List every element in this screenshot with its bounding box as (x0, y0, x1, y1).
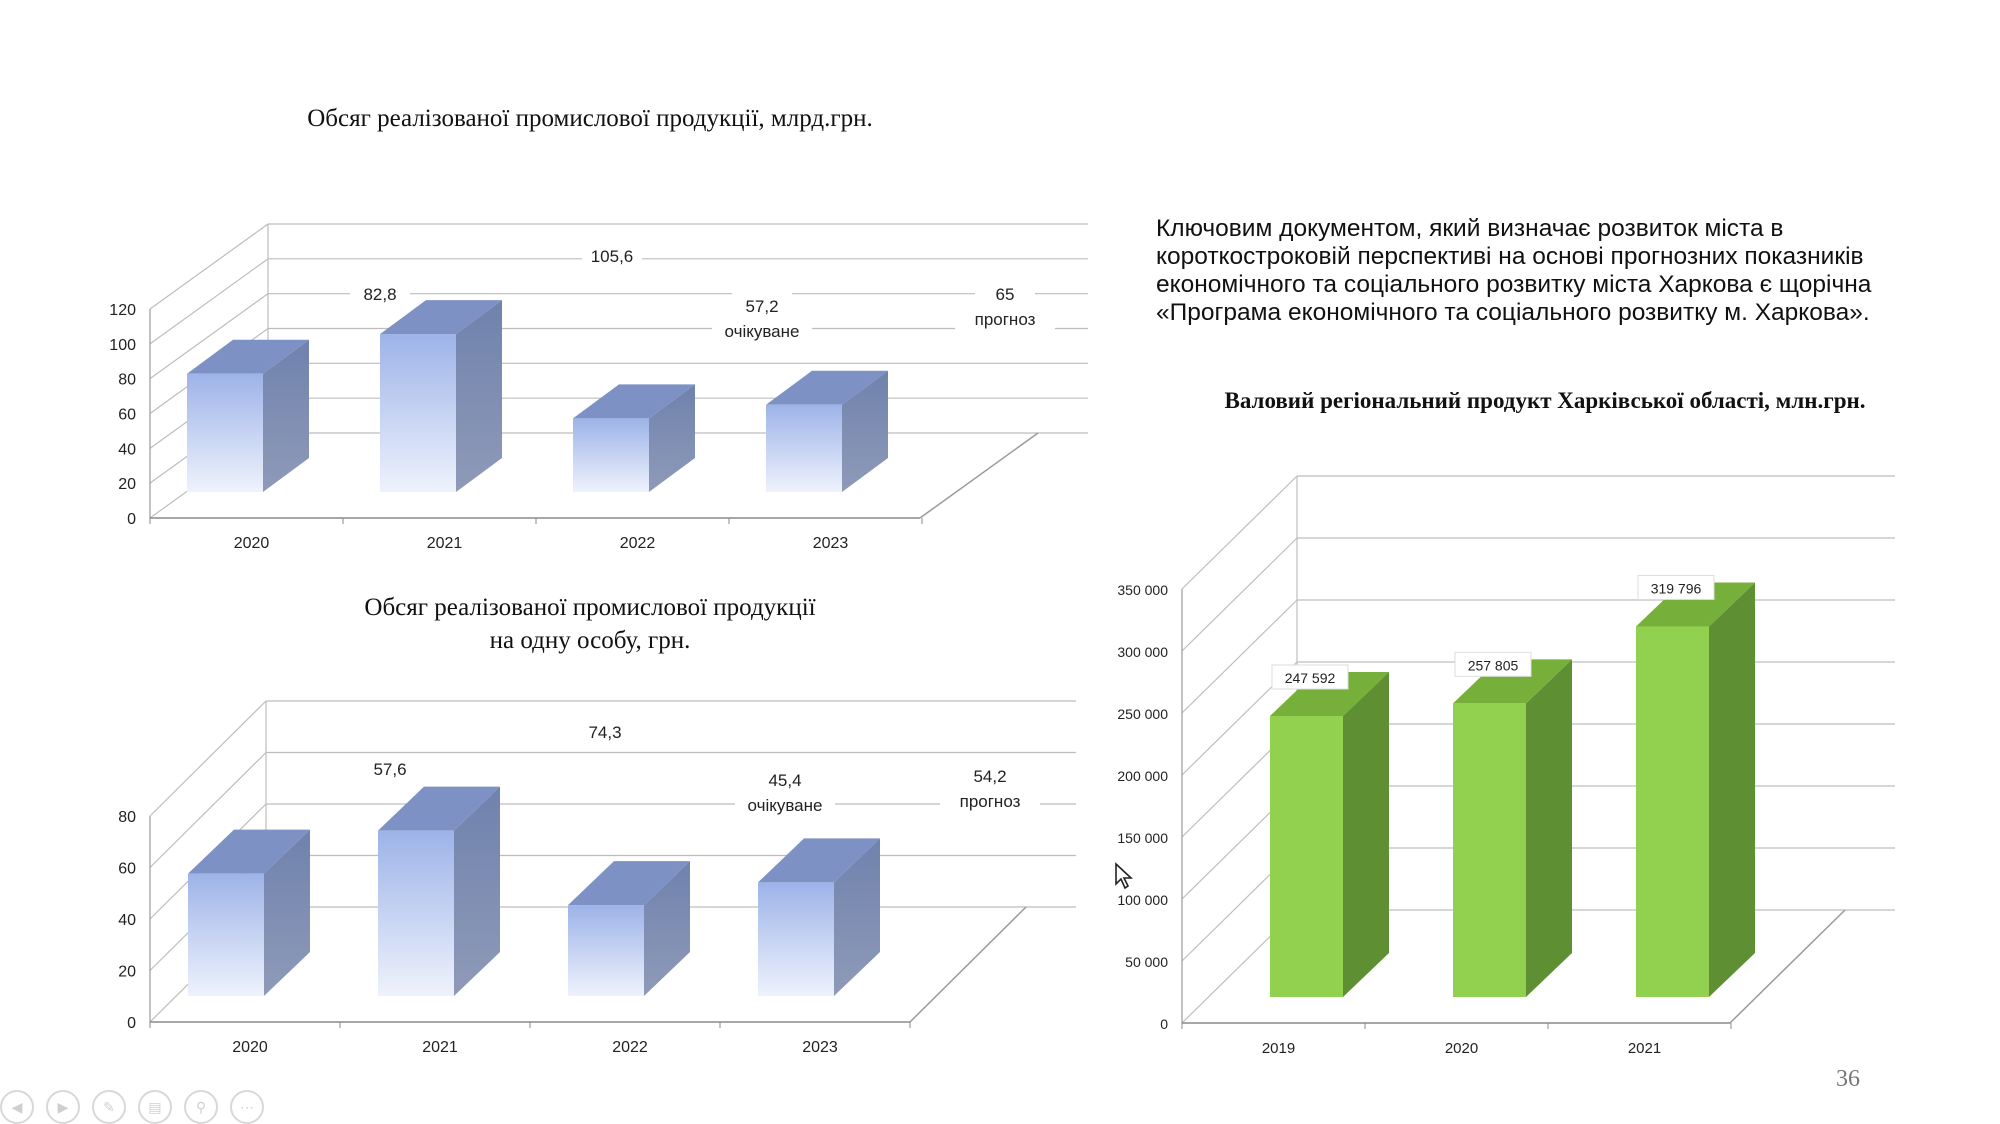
data-label: 57,6 (373, 760, 407, 779)
y-tick-label: 120 (109, 302, 136, 319)
description-paragraph: Ключовим документом, який визначає розвиток міста в короткостроковій перспективі на основі прогнозних показників економічного та соціального розвитку міста Харкова є щорічна «Програма економічного та соціального розвитку м. Харкова». (1156, 215, 1872, 326)
more-icon[interactable]: ⋯ (230, 1090, 264, 1124)
data-note: очікуване (747, 796, 823, 815)
y-tick-label: 350 000 (1117, 582, 1168, 598)
side-gridline (1182, 600, 1297, 713)
x-tick-label: 2021 (426, 535, 463, 552)
bar (573, 418, 649, 492)
floor-edge (920, 433, 1038, 518)
slides-icon[interactable]: ▤ (138, 1090, 172, 1124)
bar (766, 405, 842, 492)
bar (1636, 626, 1709, 997)
y-tick-label: 60 (118, 406, 136, 424)
y-tick-label: 60 (118, 860, 136, 878)
side-gridline (150, 259, 268, 344)
bar (568, 905, 644, 996)
data-note: прогноз (974, 310, 1036, 329)
side-gridline (150, 701, 266, 816)
x-tick-label: 2022 (612, 1039, 648, 1056)
bar (758, 882, 834, 996)
y-tick-label: 20 (118, 476, 136, 494)
floor-edge (910, 907, 1026, 1022)
x-tick-label: 2020 (233, 535, 270, 552)
x-tick-label: 2022 (619, 535, 656, 552)
y-tick-label: 0 (127, 1015, 136, 1032)
data-label: 247 592 (1284, 669, 1336, 686)
play-icon[interactable]: ▶ (46, 1090, 80, 1124)
y-tick-label: 100 000 (1117, 892, 1168, 908)
chart3-title: Валовий регіональний продукт Харківської області, млн.грн. (1224, 388, 1866, 413)
data-note: прогноз (959, 792, 1021, 811)
y-tick-label: 40 (118, 912, 136, 929)
data-label: 257 805 (1467, 657, 1519, 674)
bar (188, 874, 264, 996)
y-tick-label: 150 000 (1117, 830, 1168, 846)
chart1 (109, 224, 1088, 552)
y-tick-label: 100 (109, 336, 136, 354)
y-tick-label: 20 (118, 963, 136, 981)
chart2-title-line1: Обсяг реалізованої промислової продукції (364, 594, 816, 621)
chart2 (118, 701, 1076, 1056)
chart2-title-line2: на одну особу, грн. (489, 627, 691, 654)
y-tick-label: 80 (118, 371, 136, 389)
bar (378, 831, 454, 996)
chart1-title: Обсяг реалізованої промислової продукції, млрд.грн. (307, 105, 873, 132)
data-label: 82,8 (363, 285, 397, 304)
x-tick-label: 2019 (1261, 1040, 1296, 1057)
side-gridline (150, 224, 268, 309)
data-label: 57,2 (745, 297, 779, 316)
pen-icon[interactable]: ✎ (92, 1090, 126, 1124)
bar-side (1709, 582, 1755, 997)
bar (1270, 716, 1343, 997)
x-tick-label: 2021 (1627, 1040, 1662, 1057)
data-label: 319 796 (1650, 580, 1702, 597)
y-tick-label: 80 (118, 809, 136, 826)
bar (187, 374, 263, 492)
bar (1453, 703, 1526, 997)
chart3 (1117, 476, 1895, 1057)
presentation-controls (0, 1090, 264, 1124)
y-tick-label: 40 (118, 441, 136, 459)
y-tick-label: 300 000 (1117, 644, 1168, 660)
data-label: 65 (995, 285, 1015, 304)
data-label: 105,6 (590, 247, 634, 266)
zoom-icon[interactable]: ⚲ (184, 1090, 218, 1124)
side-gridline (1182, 476, 1297, 589)
data-label: 54,2 (973, 767, 1007, 786)
y-tick-label: 0 (1160, 1016, 1168, 1032)
x-tick-label: 2023 (812, 535, 849, 552)
page-number: 36 (1836, 1066, 1860, 1092)
x-tick-label: 2020 (232, 1039, 268, 1056)
mouse-cursor-icon (1114, 862, 1134, 890)
data-label: 74,3 (588, 723, 622, 742)
prev-icon[interactable]: ◀ (0, 1090, 34, 1124)
bar-side (1526, 659, 1572, 997)
bar-side (1343, 672, 1389, 997)
y-tick-label: 0 (127, 511, 136, 528)
x-tick-label: 2021 (422, 1039, 458, 1056)
y-tick-label: 50 000 (1125, 954, 1168, 970)
y-tick-label: 250 000 (1117, 706, 1168, 722)
x-tick-label: 2023 (802, 1039, 838, 1056)
bar (380, 334, 456, 492)
x-tick-label: 2020 (1444, 1040, 1479, 1057)
data-note: очікуване (724, 322, 800, 341)
data-label: 45,4 (768, 771, 802, 790)
y-tick-label: 200 000 (1117, 768, 1168, 784)
side-gridline (1182, 538, 1297, 651)
